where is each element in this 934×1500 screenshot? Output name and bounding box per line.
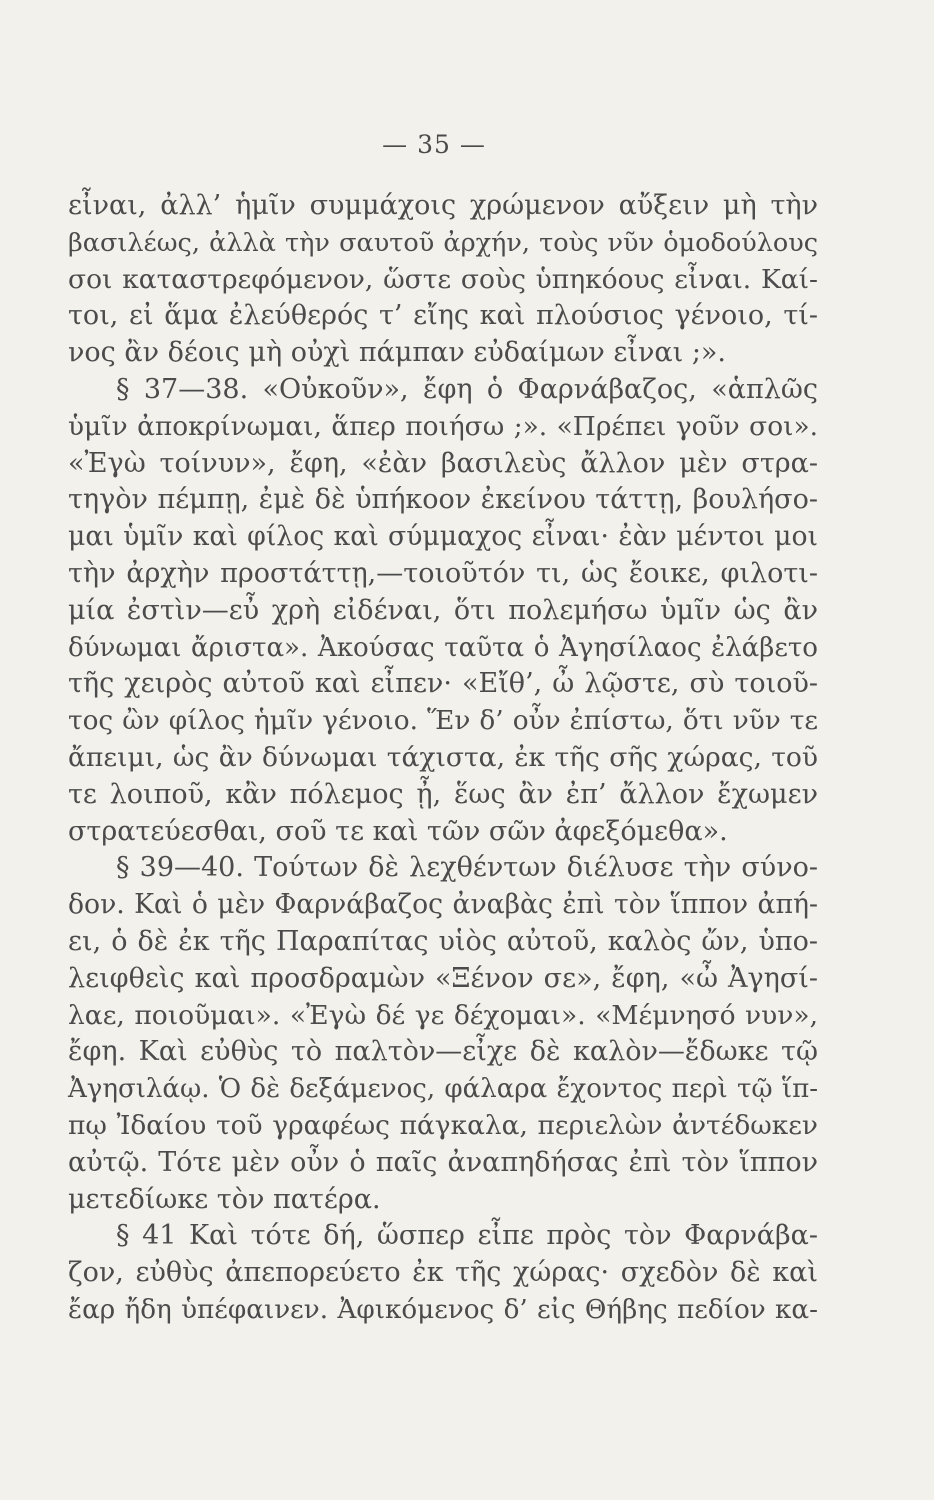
text-line: ὑμῖν ἀποκρίνωμαι, ἅπερ ποιήσω ;». «Πρέπει γοῦν σοι». — [68, 410, 818, 442]
text-line: δύνωμαι ἄριστα». Ἀκούσας ταῦτα ὁ Ἀγησίλαος ἐλάβετο — [68, 632, 818, 663]
text-line: εἶναι, ἀλλ’ ἡμῖν συμμάχοις χρώμενον αὔξειν μὴ τὴν — [68, 190, 818, 221]
text-line: σοι καταστρεφόμενον, ὥστε σοὺς ὑπηκόους εἶναι. Καί- — [68, 263, 818, 295]
text-line: λαε, ποιοῦμαι». «Ἐγὼ δέ γε δέχομαι». «Μέμνησό νυν», — [68, 999, 818, 1031]
page-number: — 35 — — [382, 130, 486, 159]
text-line: Ἀγησιλάῳ. Ὁ δὲ δεξάμενος, φάλαρα ἔχοντος περὶ τῷ ἵπ- — [68, 1074, 818, 1105]
text-line: ζον, εὐθὺς ἀπεπορεύετο ἐκ τῆς χώρας· σχεδὸν δὲ καὶ — [68, 1257, 818, 1289]
text-line: ἔαρ ἤδη ὑπέφαινεν. Ἀφικόμενος δ’ εἰς Θήβης πεδίον κα- — [68, 1294, 818, 1325]
text-line: ἔφη. Καὶ εὐθὺς τὸ παλτὸν—εἶχε δὲ καλὸν—ἔδωκε τῷ — [68, 1036, 818, 1068]
text-line: τὴν ἀρχὴν προστάττῃ,—τοιοῦτόν τι, ὡς ἔοικε, φιλοτι- — [68, 557, 818, 589]
section-39-40-line: § 39—40. Τούτων δὲ λεχθέντων διέλυσε τὴν σύνο- — [116, 852, 818, 884]
text-line: ει, ὁ δὲ ἐκ τῆς Παραπίτας υἱὸς αὐτοῦ, καλὸς ὤν, ὑπο- — [68, 925, 818, 957]
text-line: βασιλέως, ἀλλὰ τὴν σαυτοῦ ἀρχήν, τοὺς νῦν ὁμοδούλους — [68, 227, 818, 258]
text-line: τος ὢν φίλος ἡμῖν γένοιο. Ἕν δ’ οὖν ἐπίστω, ὅτι νῦν τε — [68, 706, 818, 737]
text-line: αὐτῷ. Τότε μὲν οὖν ὁ παῖς ἀναπηδήσας ἐπὶ τὸν ἵππον — [68, 1146, 818, 1178]
text-line: στρατεύεσθαι, σοῦ τε καὶ τῶν σῶν ἀφεξόμεθα». — [68, 815, 728, 847]
text-line: πῳ Ἰδαίου τοῦ γραφέως πάγκαλα, περιελὼν ἀντέδωκεν — [68, 1109, 818, 1141]
text-line: τῆς χειρὸς αὐτοῦ καὶ εἶπεν· «Εἴθ’, ὦ λῷστε, σὺ τοιοῦ- — [68, 668, 818, 700]
text-line: νος ἂν δέοις μὴ οὐχὶ πάμπαν εὐδαίμων εἶναι ;». — [68, 337, 727, 369]
section-41-line: § 41 Καὶ τότε δή, ὥσπερ εἶπε πρὸς τὸν Φαρνάβα- — [116, 1220, 818, 1252]
text-line: λειφθεὶς καὶ προσδραμὼν «Ξένον σε», ἔφη, «ὦ Ἀγησί- — [68, 962, 818, 994]
text-line: μαι ὑμῖν καὶ φίλος καὶ σύμμαχος εἶναι· ἐὰν μέντοι μοι — [68, 521, 818, 553]
text-line: μετεδίωκε τὸν πατέρα. — [68, 1183, 381, 1215]
text-line: μία ἐστὶν—εὖ χρὴ εἰδέναι, ὅτι πολεμήσω ὑμῖν ὡς ἂν — [68, 594, 818, 626]
text-line: τοι, εἰ ἅμα ἐλεύθερός τ’ εἴης καὶ πλούσιος γένοιο, τί- — [68, 300, 818, 332]
text-line: τε λοιποῦ, κἂν πόλεμος ᾖ, ἕως ἂν ἐπ’ ἄλλον ἔχωμεν — [68, 778, 818, 810]
text-line: δον. Καὶ ὁ μὲν Φαρνάβαζος ἀναβὰς ἐπὶ τὸν ἵππον ἀπή- — [68, 889, 818, 921]
text-line: ἄπειμι, ὡς ἂν δύνωμαι τάχιστα, ἐκ τῆς σῆς χώρας, τοῦ — [68, 741, 818, 773]
text-line: τηγὸν πέμπῃ, ἐμὲ δὲ ὑπήκοον ἐκείνου τάττῃ, βουλήσο- — [68, 484, 818, 516]
section-37-38-line: § 37—38. «Οὐκοῦν», ἔφη ὁ Φαρνάβαζος, «ἁπλῶς — [116, 373, 818, 405]
text-line: «Ἐγὼ τοίνυν», ἔφη, «ἐὰν βασιλεὺς ἄλλον μὲν στρα- — [68, 447, 818, 479]
body-text — [68, 188, 818, 1329]
